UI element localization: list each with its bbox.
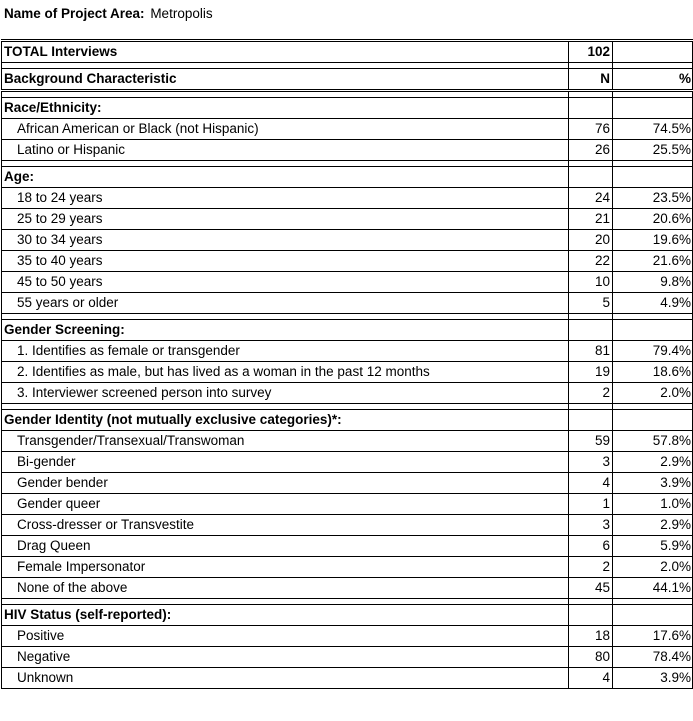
row-pct: 25.5% <box>613 140 693 161</box>
row-pct: 74.5% <box>613 119 693 140</box>
row-pct: 2.0% <box>613 383 693 404</box>
row-n: 4 <box>569 668 613 689</box>
row-label: 1. Identifies as female or transgender <box>2 341 569 362</box>
total-interviews-row <box>2 41 693 63</box>
row-pct: 3.9% <box>613 473 693 494</box>
section-header-row <box>2 320 693 341</box>
column-header-n: N <box>569 69 613 91</box>
row-pct: 3.9% <box>613 668 693 689</box>
row-n: 24 <box>569 188 613 209</box>
row-pct: 23.5% <box>613 188 693 209</box>
table-row <box>2 578 693 599</box>
row-n: 45 <box>569 578 613 599</box>
row-label: 3. Interviewer screened person into survey <box>2 383 569 404</box>
row-pct: 2.9% <box>613 515 693 536</box>
row-label: Gender queer <box>2 494 569 515</box>
table-row <box>2 251 693 272</box>
section-title: Gender Identity (not mutually exclusive categories)*: <box>2 410 569 431</box>
table-row <box>2 668 693 689</box>
row-label: None of the above <box>2 578 569 599</box>
row-pct: 1.0% <box>613 494 693 515</box>
project-area-header <box>4 6 213 21</box>
table-row <box>2 431 693 452</box>
total-pct <box>613 41 693 63</box>
table-row <box>2 230 693 251</box>
project-area-value: Metropolis <box>150 6 213 21</box>
table-row <box>2 209 693 230</box>
row-n: 6 <box>569 536 613 557</box>
row-label: Drag Queen <box>2 536 569 557</box>
row-n: 4 <box>569 473 613 494</box>
column-header-row <box>2 69 693 91</box>
row-n: 20 <box>569 230 613 251</box>
row-pct: 21.6% <box>613 251 693 272</box>
row-label: 25 to 29 years <box>2 209 569 230</box>
characteristics-table <box>1 39 693 689</box>
table-row <box>2 341 693 362</box>
table-row <box>2 647 693 668</box>
section-title: HIV Status (self-reported): <box>2 605 569 626</box>
table-row <box>2 536 693 557</box>
table-row <box>2 272 693 293</box>
row-label: 45 to 50 years <box>2 272 569 293</box>
section-header-row <box>2 98 693 119</box>
row-n: 2 <box>569 557 613 578</box>
table-row <box>2 557 693 578</box>
row-pct: 2.9% <box>613 452 693 473</box>
row-label: Female Impersonator <box>2 557 569 578</box>
row-label: 55 years or older <box>2 293 569 314</box>
row-pct: 44.1% <box>613 578 693 599</box>
row-pct: 19.6% <box>613 230 693 251</box>
total-n: 102 <box>569 41 613 63</box>
row-label: African American or Black (not Hispanic) <box>2 119 569 140</box>
row-n: 22 <box>569 251 613 272</box>
row-label: Latino or Hispanic <box>2 140 569 161</box>
row-label: 35 to 40 years <box>2 251 569 272</box>
table-row <box>2 473 693 494</box>
row-pct: 78.4% <box>613 647 693 668</box>
row-n: 26 <box>569 140 613 161</box>
row-pct: 79.4% <box>613 341 693 362</box>
section-header-row <box>2 410 693 431</box>
row-n: 2 <box>569 383 613 404</box>
column-header-pct: % <box>613 69 693 91</box>
row-n: 19 <box>569 362 613 383</box>
row-pct: 17.6% <box>613 626 693 647</box>
row-n: 3 <box>569 515 613 536</box>
section-title: Gender Screening: <box>2 320 569 341</box>
row-pct: 57.8% <box>613 431 693 452</box>
row-label: 18 to 24 years <box>2 188 569 209</box>
row-label: 2. Identifies as male, but has lived as a woman in the past 12 months <box>2 362 569 383</box>
table-row <box>2 119 693 140</box>
column-header-characteristic: Background Characteristic <box>2 69 569 91</box>
row-n: 18 <box>569 626 613 647</box>
table-body <box>2 41 693 689</box>
row-n: 81 <box>569 341 613 362</box>
row-n: 76 <box>569 119 613 140</box>
row-pct: 4.9% <box>613 293 693 314</box>
row-n: 1 <box>569 494 613 515</box>
section-header-row <box>2 167 693 188</box>
row-n: 80 <box>569 647 613 668</box>
project-area-label: Name of Project Area: <box>4 6 145 21</box>
row-pct: 18.6% <box>613 362 693 383</box>
row-n: 5 <box>569 293 613 314</box>
row-pct: 5.9% <box>613 536 693 557</box>
row-n: 21 <box>569 209 613 230</box>
table-row <box>2 140 693 161</box>
row-label: 30 to 34 years <box>2 230 569 251</box>
row-n: 10 <box>569 272 613 293</box>
table-row <box>2 494 693 515</box>
table-row <box>2 188 693 209</box>
table-row <box>2 362 693 383</box>
table-row <box>2 515 693 536</box>
spacer-row <box>2 91 693 98</box>
section-header-row <box>2 605 693 626</box>
section-title: Age: <box>2 167 569 188</box>
row-label: Transgender/Transexual/Transwoman <box>2 431 569 452</box>
row-label: Gender bender <box>2 473 569 494</box>
section-title: Race/Ethnicity: <box>2 98 569 119</box>
row-pct: 9.8% <box>613 272 693 293</box>
total-label: TOTAL Interviews <box>2 41 569 63</box>
row-n: 59 <box>569 431 613 452</box>
row-pct: 20.6% <box>613 209 693 230</box>
table-row <box>2 626 693 647</box>
row-label: Positive <box>2 626 569 647</box>
row-label: Cross-dresser or Transvestite <box>2 515 569 536</box>
row-pct: 2.0% <box>613 557 693 578</box>
row-label: Bi-gender <box>2 452 569 473</box>
row-label: Negative <box>2 647 569 668</box>
table-row <box>2 383 693 404</box>
row-label: Unknown <box>2 668 569 689</box>
table-row <box>2 293 693 314</box>
row-n: 3 <box>569 452 613 473</box>
table-row <box>2 452 693 473</box>
